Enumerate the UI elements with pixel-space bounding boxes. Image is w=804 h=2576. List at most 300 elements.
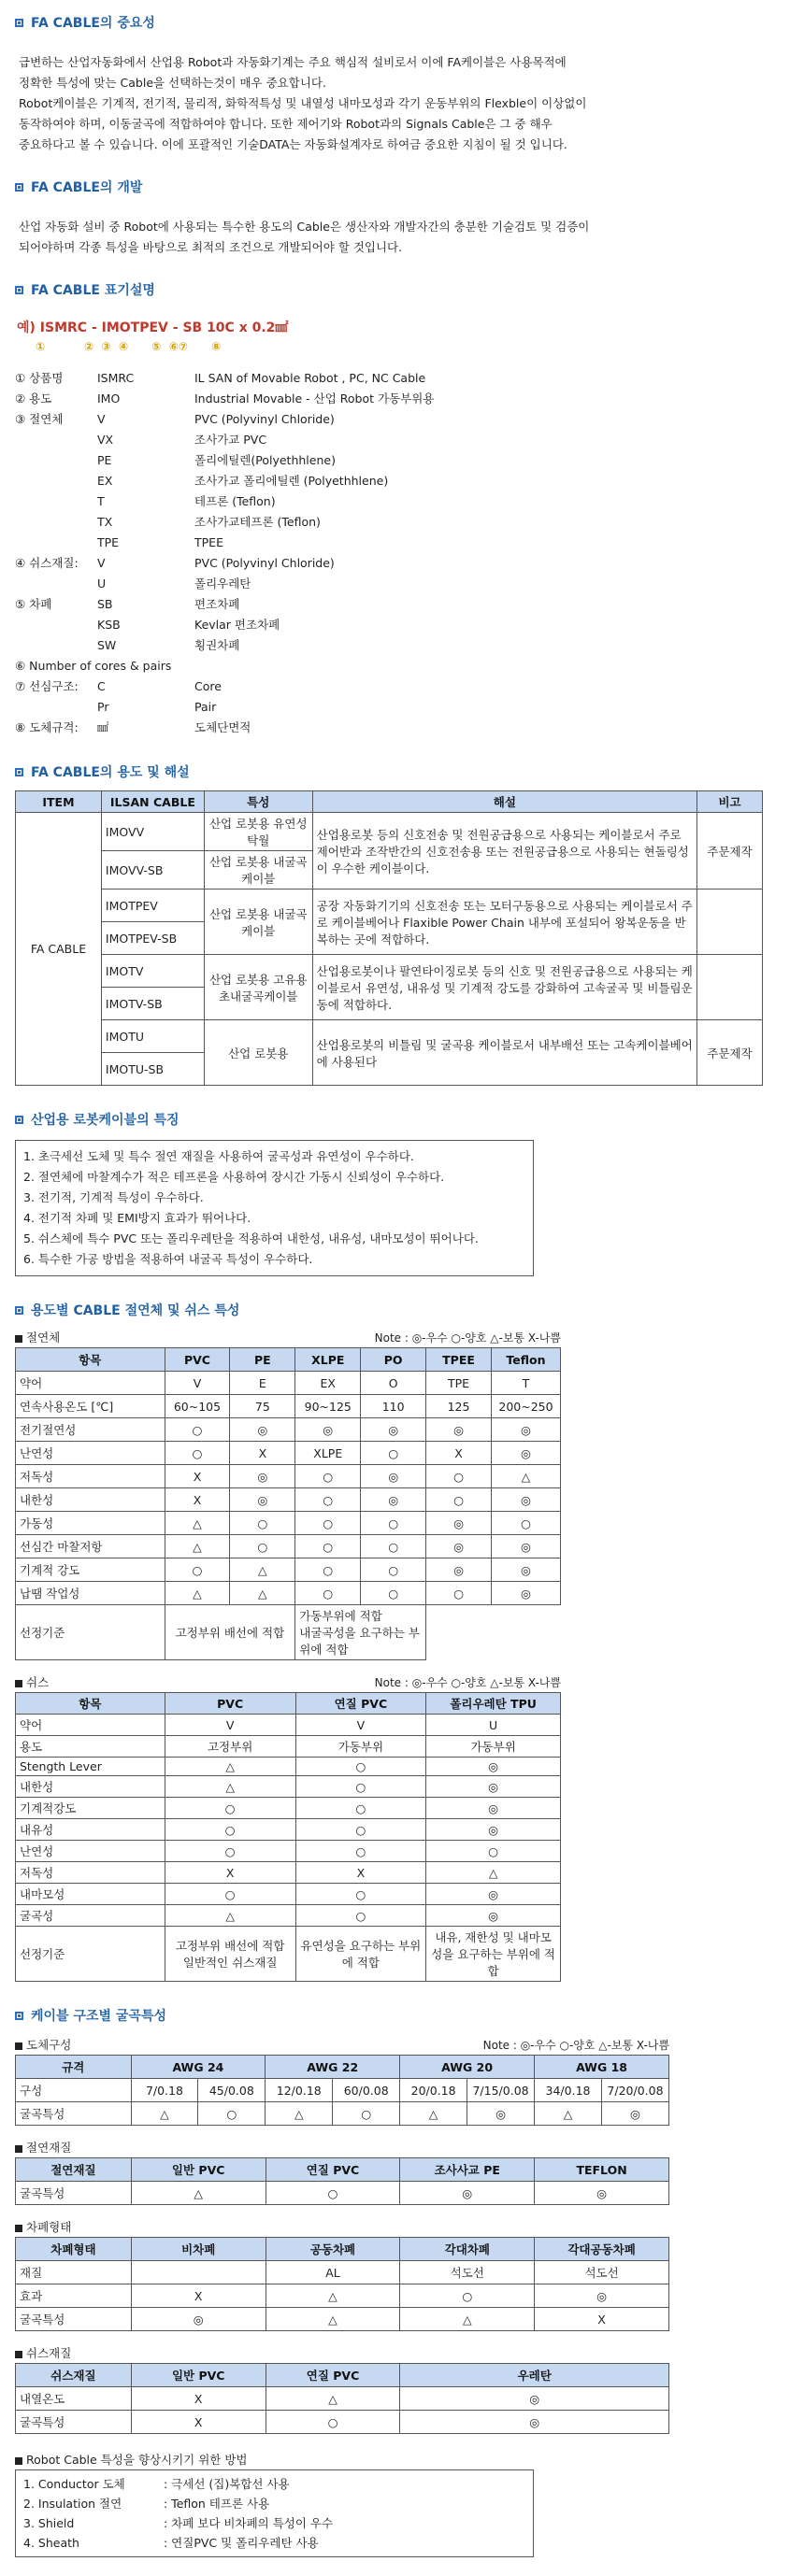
- table-cell: ○: [295, 1819, 426, 1841]
- row-label: 기계적강도: [16, 1798, 165, 1819]
- table-row: [16, 1819, 561, 1841]
- paragraph-line: Robot케이블은 기계적, 전기적, 물리적, 화학적특성 및 내열성 내마모성과 각기 운동부위의 Flexble이 이상없이: [19, 96, 587, 110]
- table-cell: X: [131, 2284, 266, 2308]
- square-icon: [15, 2042, 22, 2050]
- section-title-text: 용도별 CABLE 절연체 및 쉬스 특성: [31, 1303, 240, 1318]
- code-label: ⑦ 선심구조:: [15, 679, 79, 693]
- table-cell: ○: [230, 1512, 295, 1535]
- paragraph-line: 급변하는 산업자동화에서 산업용 Robot과 자동화기계는 주요 핵심적 설비로서 이에 FA케이블은 사용목적에: [19, 55, 567, 69]
- column-header: AWG 18: [535, 2056, 669, 2079]
- square-bullet-icon: [15, 19, 23, 27]
- code-value: PE: [97, 453, 112, 467]
- square-bullet-icon: [15, 768, 23, 776]
- table-cell: ◎: [491, 1558, 560, 1582]
- code-value: TPE: [97, 535, 120, 549]
- conductor-subheading: [15, 2036, 669, 2055]
- column-header: 비고: [697, 791, 763, 813]
- table-cell: ◎: [426, 1905, 561, 1927]
- ins-material-subheading: [15, 2139, 561, 2157]
- column-header: 공동차폐: [266, 2238, 400, 2261]
- row-label: 용도: [16, 1736, 165, 1758]
- table-cell: ◎: [426, 1558, 492, 1582]
- paragraph-line: 되어야하며 각종 특성을 바탕으로 최적의 조건으로 개발되어야 할 것입니다.: [19, 240, 403, 254]
- square-icon: [15, 2225, 22, 2232]
- table-cell: △: [131, 2182, 266, 2205]
- code-row: [15, 594, 804, 615]
- note-cell: [697, 890, 763, 955]
- code-desc: 폴리우레탄: [194, 576, 251, 591]
- legend-note: Note : ◎-우수 ○-양호 △-보통 X-나쁨: [482, 2039, 669, 2052]
- paragraph-line: 중요하다고 볼 수 있습니다. 이에 포괄적인 기술DATA는 자동화설계자로 하여금 중요한 지침이 될 것 입니다.: [19, 137, 567, 151]
- code-label: ① 상품명: [15, 371, 64, 385]
- section-title-text: 케이블 구조별 굴곡특성: [31, 2009, 166, 2024]
- section-title-text: FA CABLE의 용도 및 해설: [31, 765, 190, 780]
- table-cell: ○: [426, 1582, 492, 1605]
- column-header: XLPE: [295, 1348, 361, 1372]
- code-value: ISMRC: [97, 371, 135, 385]
- table-cell: ○: [361, 1558, 426, 1582]
- table-cell: 75: [230, 1395, 295, 1418]
- selection-cell: 가동부위에 적합 내굴곡성을 요구하는 부위에 적합: [295, 1605, 426, 1660]
- table-cell: ○: [295, 1841, 426, 1862]
- shield-table: [15, 2237, 669, 2331]
- cable-name: IMOTPEV: [101, 890, 204, 922]
- table-cell: ○: [361, 1535, 426, 1558]
- table-cell: ◎: [361, 1418, 426, 1442]
- item-cell: FA CABLE: [16, 813, 102, 1086]
- method-key: 1. Conductor 도체: [23, 2477, 125, 2491]
- code-row: [15, 491, 804, 512]
- development-paragraph: [15, 217, 804, 258]
- table-cell: 200~250: [491, 1395, 560, 1418]
- table-cell: ◎: [400, 2387, 669, 2411]
- table-row: [16, 1862, 561, 1884]
- table-cell: ◎: [601, 2102, 668, 2126]
- table-cell: O: [361, 1372, 426, 1395]
- code-row: [15, 450, 804, 471]
- legend-note: Note : ◎-우수 ○-양호 △-보통 X-나쁨: [374, 1331, 561, 1345]
- section-title-text: FA CABLE의 개발: [31, 180, 143, 195]
- code-row: [15, 368, 804, 389]
- code-desc: 횡권차폐: [194, 638, 240, 652]
- table-cell: ◎: [491, 1582, 560, 1605]
- column-header: PE: [230, 1348, 295, 1372]
- square-icon: [15, 1335, 22, 1343]
- table-cell: TPE: [426, 1372, 492, 1395]
- section-title-text: FA CABLE의 중요성: [31, 16, 155, 31]
- desc-cell: 공장 자동화기기의 신호전송 또는 모터구동용으로 사용되는 케이블로서 주로 케이블베어나 Flaxible Power Chain 내부에 포설되어 왕복운동을 반복하는 곳에 적합하다.: [312, 890, 696, 955]
- insulation-label: 절연체: [26, 1331, 61, 1345]
- table-cell: ◎: [491, 1418, 560, 1442]
- table-cell: ◎: [230, 1488, 295, 1512]
- table-cell: △: [426, 1862, 561, 1884]
- code-value: IMO: [97, 391, 121, 406]
- code-row: [15, 656, 804, 676]
- table-cell: U: [426, 1715, 561, 1736]
- table-row: [16, 2102, 669, 2126]
- column-header: 차폐형태: [16, 2238, 132, 2261]
- column-header: PO: [361, 1348, 426, 1372]
- selection-cell: 고정부위 배선에 적합 일반적인 쉬스재질: [165, 1927, 295, 1982]
- conductor-table-header: [16, 2056, 669, 2079]
- selection-cell: 고정부위 배선에 적합: [165, 1605, 295, 1660]
- usage-row: [16, 955, 763, 988]
- table-cell: △: [266, 2308, 400, 2331]
- square-icon: [15, 2145, 22, 2153]
- table-row: [16, 1758, 561, 1776]
- column-header: 연질 PVC: [266, 2158, 400, 2182]
- table-row: [16, 2284, 669, 2308]
- table-cell: ○: [400, 2284, 535, 2308]
- row-label: 효과: [16, 2284, 132, 2308]
- code-desc: PVC (Polyvinyl Chloride): [194, 556, 335, 570]
- code-value: ㎟: [97, 720, 109, 734]
- column-header: 각대차폐: [400, 2238, 535, 2261]
- code-row: [15, 553, 804, 574]
- table-row: [16, 1905, 561, 1927]
- method-row: [23, 2513, 525, 2533]
- table-cell: ◎: [295, 1418, 361, 1442]
- table-cell: △: [266, 2387, 400, 2411]
- selection-row: [16, 1927, 561, 1982]
- table-cell: △: [165, 1758, 295, 1776]
- square-bullet-icon: [15, 2012, 23, 2020]
- row-label: 내한성: [16, 1488, 165, 1512]
- square-icon: [15, 2351, 22, 2358]
- code-label: [15, 430, 97, 450]
- code-label: [15, 471, 97, 491]
- usage-row: [16, 1020, 763, 1053]
- column-header: 우레탄: [400, 2364, 669, 2387]
- table-cell: 7/15/0.08: [467, 2079, 535, 2102]
- method-row: [23, 2494, 525, 2513]
- column-header: ILSAN CABLE: [101, 791, 204, 813]
- feature-line: 2. 절연체에 마찰계수가 적은 테프론을 사용하여 장시간 가동시 신뢰성이 우수하다.: [23, 1170, 445, 1184]
- table-cell: 90~125: [295, 1395, 361, 1418]
- trait-cell: 산업 로봇용 고유용 초내굴곡케이블: [204, 955, 312, 1020]
- row-label: 굴곡특성: [16, 2308, 132, 2331]
- cable-name: IMOVV: [101, 813, 204, 851]
- row-label: 내마모성: [16, 1884, 165, 1905]
- section-title-development: [15, 178, 804, 196]
- table-row: [16, 1442, 561, 1465]
- importance-paragraph: [15, 52, 804, 155]
- table-cell: T: [491, 1372, 560, 1395]
- table-cell: ○: [333, 2102, 400, 2126]
- ins-material-label: 절연재질: [26, 2141, 72, 2155]
- row-label: 난연성: [16, 1841, 165, 1862]
- features-box: [15, 1140, 534, 1276]
- table-cell: X: [426, 1442, 492, 1465]
- table-cell: ◎: [361, 1465, 426, 1488]
- row-label: 약어: [16, 1372, 165, 1395]
- code-desc: 조사가교 PVC: [194, 433, 267, 447]
- cable-name: IMOTU: [101, 1020, 204, 1053]
- row-label: 선정기준: [16, 1605, 165, 1660]
- table-cell: 12/0.18: [266, 2079, 333, 2102]
- method-row: [23, 2474, 525, 2494]
- code-row: [15, 533, 804, 553]
- table-cell: ○: [266, 2182, 400, 2205]
- table-cell: X: [535, 2308, 669, 2331]
- shield-label: 차폐형태: [26, 2220, 72, 2234]
- method-box: [15, 2469, 534, 2557]
- usage-table: [15, 790, 763, 1086]
- section-title-features: [15, 1110, 804, 1129]
- table-cell: ○: [491, 1512, 560, 1535]
- code-desc: Pair: [194, 700, 217, 714]
- usage-row: [16, 890, 763, 922]
- column-header: PVC: [165, 1693, 295, 1715]
- table-cell: ◎: [535, 2284, 669, 2308]
- table-row: [16, 2182, 669, 2205]
- code-value: VX: [97, 433, 114, 447]
- table-cell: △: [535, 2102, 602, 2126]
- method-value: : 차폐 보다 비차폐의 특성이 우수: [164, 2516, 334, 2530]
- table-cell: 45/0.08: [198, 2079, 266, 2102]
- desc-cell: 산업용로봇 등의 신호전송 및 전원공급용으로 사용되는 케이블로서 주로 제어반과 조작반간의 신호전송용 또는 전원공급용으로 사용되는 현돌링성이 우수한 케이블이다.: [312, 813, 696, 890]
- sheath-table: [15, 1692, 561, 1982]
- table-cell: ◎: [426, 1418, 492, 1442]
- table-cell: X: [165, 1488, 230, 1512]
- row-label: 구성: [16, 2079, 132, 2102]
- code-row: [15, 389, 804, 409]
- code-label: ⑥ Number of cores & pairs: [15, 659, 172, 673]
- table-cell: ◎: [426, 1884, 561, 1905]
- code-value: SB: [97, 597, 113, 611]
- table-row: [16, 1884, 561, 1905]
- notation-example: 예) ISMRC - IMOTPEV - SB 10C x 0.2㎟: [17, 320, 289, 335]
- code-desc: 편조차폐: [194, 597, 240, 611]
- table-cell: ○: [295, 1776, 426, 1798]
- column-header: 연질 PVC: [266, 2364, 400, 2387]
- table-cell: ○: [295, 1905, 426, 1927]
- row-label: 굴곡특성: [16, 2411, 132, 2434]
- table-row: [16, 1372, 561, 1395]
- table-row: [16, 1715, 561, 1736]
- sheath-subheading: [15, 1673, 561, 1692]
- column-header: 비차폐: [131, 2238, 266, 2261]
- code-label: [15, 512, 97, 533]
- conductor-table: [15, 2055, 669, 2126]
- feature-line: 1. 초극세선 도체 및 특수 절연 재질을 사용하여 굴곡성과 유연성이 우수하다.: [23, 1149, 414, 1163]
- row-label: 재질: [16, 2261, 132, 2284]
- code-label: [15, 491, 97, 512]
- table-cell: △: [165, 1905, 295, 1927]
- row-label: 가동성: [16, 1512, 165, 1535]
- row-label: 선정기준: [16, 1927, 165, 1982]
- table-row: [16, 2308, 669, 2331]
- table-cell: AL: [266, 2261, 400, 2284]
- code-value: SW: [97, 638, 117, 652]
- trait-cell: 산업 로봇용 내굴곡케이블: [204, 890, 312, 955]
- table-row: [16, 2387, 669, 2411]
- table-cell: V: [165, 1372, 230, 1395]
- legend-note: Note : ◎-우수 ○-양호 △-보통 X-나쁨: [374, 1676, 561, 1689]
- code-value: T: [97, 494, 105, 508]
- table-cell: ◎: [400, 2182, 535, 2205]
- code-row: [15, 697, 804, 718]
- usage-row: [16, 813, 763, 851]
- table-cell: ◎: [467, 2102, 535, 2126]
- method-value: : 연질PVC 및 폴리우레탄 사용: [164, 2536, 319, 2550]
- code-row: [15, 471, 804, 491]
- table-cell: ○: [295, 1488, 361, 1512]
- table-cell: 110: [361, 1395, 426, 1418]
- code-label: [15, 574, 97, 594]
- code-desc: 조사가교 폴리에틸렌 (Polyethhlene): [194, 474, 389, 488]
- table-row: [16, 1582, 561, 1605]
- code-desc: Kevlar 편조차폐: [194, 618, 280, 632]
- table-cell: ○: [165, 1819, 295, 1841]
- row-label: 저독성: [16, 1465, 165, 1488]
- feature-line: 3. 전기적, 기계적 특성이 우수하다.: [23, 1190, 204, 1204]
- paragraph-line: 동작하여야 하며, 이동굴곡에 적합하여야 합니다. 또한 제어기와 Robot과의 Signals Cable은 그 중 해우: [19, 117, 553, 131]
- method-row: [23, 2533, 525, 2553]
- square-bullet-icon: [15, 1306, 23, 1315]
- table-cell: ○: [165, 1884, 295, 1905]
- note-cell: 주문제작: [697, 813, 763, 890]
- desc-cell: 산업용로봇의 비틀림 및 굴곡용 케이블로서 내부배선 또는 고속케이블베어에 사용된다: [312, 1020, 696, 1086]
- selection-row: [16, 1605, 561, 1660]
- table-cell: ○: [426, 1465, 492, 1488]
- table-cell: 7/20/0.08: [601, 2079, 668, 2102]
- table-cell: 60/0.08: [333, 2079, 400, 2102]
- table-cell: ◎: [426, 1819, 561, 1841]
- column-header: 일반 PVC: [131, 2158, 266, 2182]
- insulation-subheading: [15, 1329, 561, 1347]
- insulation-table-header: [16, 1348, 561, 1372]
- code-value: EX: [97, 474, 113, 488]
- row-label: 전기절연성: [16, 1418, 165, 1442]
- table-row: [16, 1488, 561, 1512]
- table-cell: ○: [295, 1758, 426, 1776]
- table-row: [16, 2079, 669, 2102]
- table-row: [16, 1841, 561, 1862]
- cable-name: IMOTV-SB: [101, 988, 204, 1020]
- section-title-structure-flex: [15, 2006, 804, 2025]
- table-cell: ◎: [491, 1535, 560, 1558]
- table-cell: X: [165, 1465, 230, 1488]
- table-cell: △: [165, 1535, 230, 1558]
- column-header: 일반 PVC: [131, 2364, 266, 2387]
- column-header: 조사사교 PE: [400, 2158, 535, 2182]
- table-cell: ◎: [230, 1465, 295, 1488]
- table-row: [16, 1465, 561, 1488]
- table-cell: ○: [361, 1442, 426, 1465]
- cable-name: IMOTU-SB: [101, 1053, 204, 1086]
- table-cell: ◎: [230, 1418, 295, 1442]
- code-desc: Industrial Movable - 산업 Robot 가동부위용: [194, 391, 435, 406]
- column-header: 각대공동차폐: [535, 2238, 669, 2261]
- section-title-usage: [15, 762, 804, 781]
- section-title-insulation-sheath: [15, 1301, 804, 1319]
- table-row: [16, 1776, 561, 1798]
- square-icon: [15, 2457, 22, 2465]
- feature-line: 4. 전기적 차폐 및 EMI방지 효과가 뛰어나다.: [23, 1211, 251, 1225]
- code-desc: 조사가교테프론 (Teflon): [194, 515, 321, 529]
- code-desc: IL SAN of Movable Robot , PC, NC Cable: [194, 371, 426, 385]
- method-key: 3. Shield: [23, 2516, 75, 2530]
- table-cell: ○: [295, 1798, 426, 1819]
- code-value: TX: [97, 515, 113, 529]
- code-label: [15, 450, 97, 471]
- usage-table-header: [16, 791, 763, 813]
- row-label: 저독성: [16, 1862, 165, 1884]
- table-cell: V: [165, 1715, 295, 1736]
- method-key: 4. Sheath: [23, 2536, 79, 2550]
- table-cell: △: [400, 2308, 535, 2331]
- table-cell: 석도선: [535, 2261, 669, 2284]
- square-bullet-icon: [15, 1116, 23, 1124]
- sheath-material-label: 쉬스재질: [26, 2346, 72, 2360]
- table-cell: XLPE: [295, 1442, 361, 1465]
- code-row: [15, 409, 804, 430]
- selection-cell: 유연성을 요구하는 부위에 적합: [295, 1927, 426, 1982]
- table-cell: 60~105: [165, 1395, 230, 1418]
- table-cell: △: [266, 2284, 400, 2308]
- table-row: [16, 2261, 669, 2284]
- code-value: U: [97, 576, 107, 591]
- code-value: [171, 656, 268, 676]
- empty-cell: [426, 1605, 561, 1660]
- cable-name: IMOVV-SB: [101, 851, 204, 890]
- table-cell: X: [165, 1862, 295, 1884]
- code-label: [15, 697, 97, 718]
- table-row: [16, 1736, 561, 1758]
- table-row: [16, 1798, 561, 1819]
- column-header: 폴리우레탄 TPU: [426, 1693, 561, 1715]
- table-cell: ○: [165, 1841, 295, 1862]
- code-row: [15, 676, 804, 697]
- code-label: [15, 635, 97, 656]
- code-desc: Core: [194, 679, 222, 693]
- paragraph-line: 산업 자동화 설비 중 Robot에 사용되는 특수한 용도의 Cable은 생산자와 개발자간의 충분한 기술검토 및 검증이: [19, 220, 590, 234]
- code-label: [15, 615, 97, 635]
- table-cell: ○: [165, 1558, 230, 1582]
- table-cell: 가동부위: [295, 1736, 426, 1758]
- code-desc: 폴리에틸렌(Polyethhlene): [194, 453, 336, 467]
- table-cell: ◎: [426, 1776, 561, 1798]
- table-cell: ○: [361, 1512, 426, 1535]
- table-cell: X: [230, 1442, 295, 1465]
- trait-cell: 산업 로봇용 내굴곡케이블: [204, 851, 312, 890]
- table-cell: ◎: [426, 1535, 492, 1558]
- table-row: [16, 1558, 561, 1582]
- section-title-importance: [15, 13, 804, 32]
- table-cell: 석도선: [400, 2261, 535, 2284]
- method-value: : 극세선 (집)복합선 사용: [164, 2477, 290, 2491]
- table-cell: ◎: [491, 1442, 560, 1465]
- method-subheading: [15, 2451, 561, 2469]
- table-cell: ◎: [535, 2182, 669, 2205]
- table-cell: ○: [295, 1535, 361, 1558]
- code-label: [15, 533, 97, 553]
- table-cell: △: [230, 1558, 295, 1582]
- section-title-text: FA CABLE 표기설명: [31, 283, 155, 298]
- row-label: 굴곡특성: [16, 2182, 132, 2205]
- code-row: [15, 512, 804, 533]
- square-bullet-icon: [15, 286, 23, 294]
- row-label: Stength Lever: [16, 1758, 165, 1776]
- trait-cell: 산업 로봇용 유연성탁월: [204, 813, 312, 851]
- table-cell: △: [491, 1465, 560, 1488]
- column-header: 특성: [204, 791, 312, 813]
- table-cell: △: [165, 1512, 230, 1535]
- column-header: Teflon: [491, 1348, 560, 1372]
- table-row: [16, 1512, 561, 1535]
- code-value: C: [97, 679, 106, 693]
